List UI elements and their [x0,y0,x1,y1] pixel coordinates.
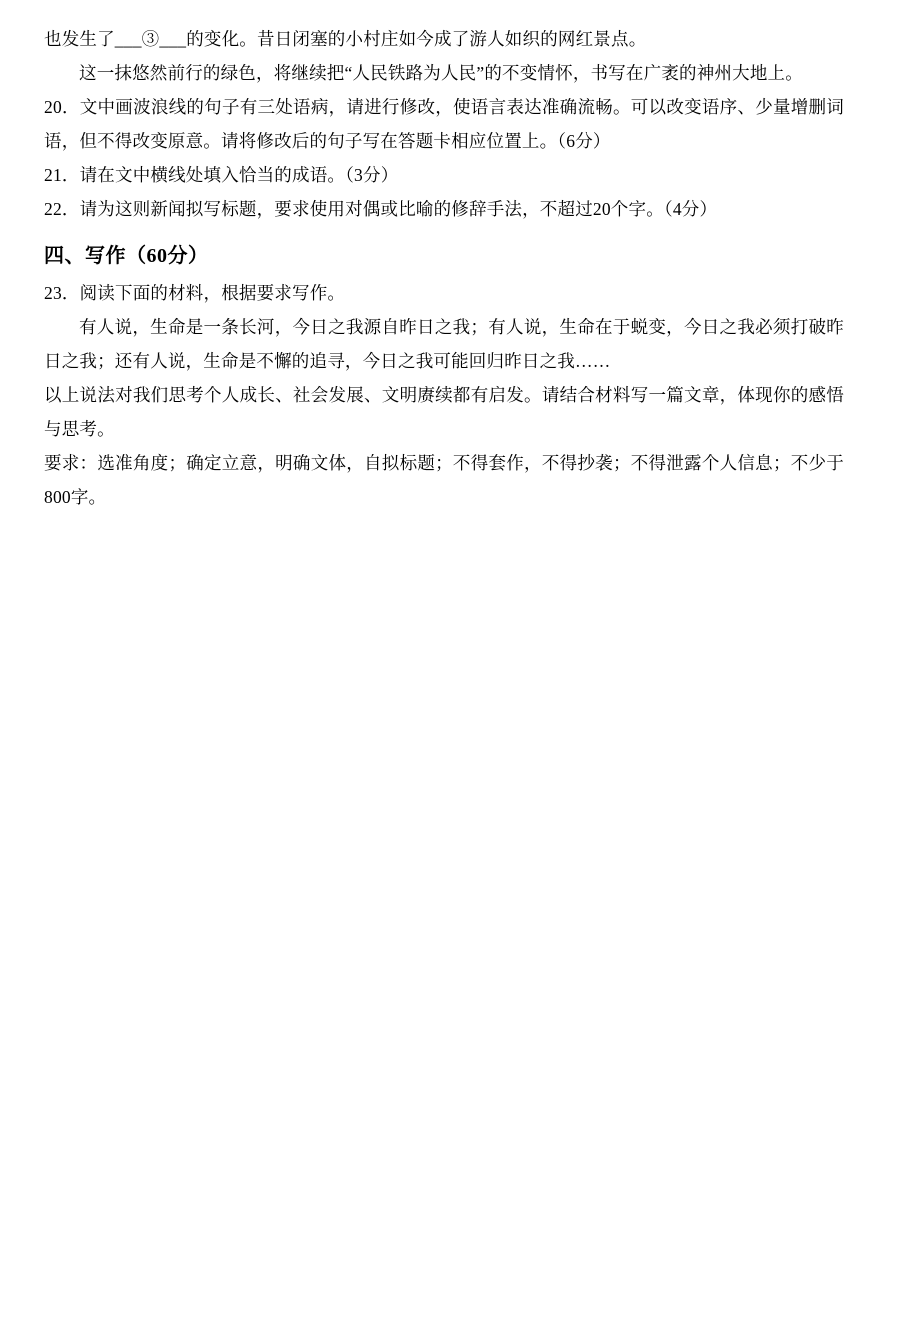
paragraph-green-line: 这一抹悠然前行的绿色，将继续把“人民铁路为人民”的不变情怀，书写在广袤的神州大地上。 [79,63,803,83]
writing-prompt: 以上说法对我们思考个人成长、社会发展、文明赓续都有启发。请结合材料写一篇文章，体现你的感悟与思考。 [44,385,844,439]
question-20: 20．文中画波浪线的句子有三处语病，请进行修改，使语言表达准确流畅。可以改变语序、少量增删词语，但不得改变原意。请将修改后的句子写在答题卡相应位置上。（6分） [44,97,844,151]
section-heading-writing: 四、写作（60分） [44,245,209,267]
writing-requirements: 要求：选准角度；确定立意，明确文体，自拟标题；不得套作，不得抄袭；不得泄露个人信息；不少于800字。 [44,453,844,507]
question-21: 21．请在文中横线处填入恰当的成语。（3分） [44,165,399,185]
question-22: 22．请为这则新闻拟写标题，要求使用对偶或比喻的修辞手法，不超过20个字。（4分） [44,199,718,219]
writing-material: 有人说，生命是一条长河，今日之我源自昨日之我；有人说，生命在于蜕变，今日之我必须打破昨日之我；还有人说，生命是不懈的追寻，今日之我可能回归昨日之我…… [44,317,844,371]
paragraph-continued-text: 也发生了___③___的变化。昔日闭塞的小村庄如今成了游人如织的网红景点。 [44,29,647,49]
question-23: 23．阅读下面的材料，根据要求写作。 [44,283,346,303]
